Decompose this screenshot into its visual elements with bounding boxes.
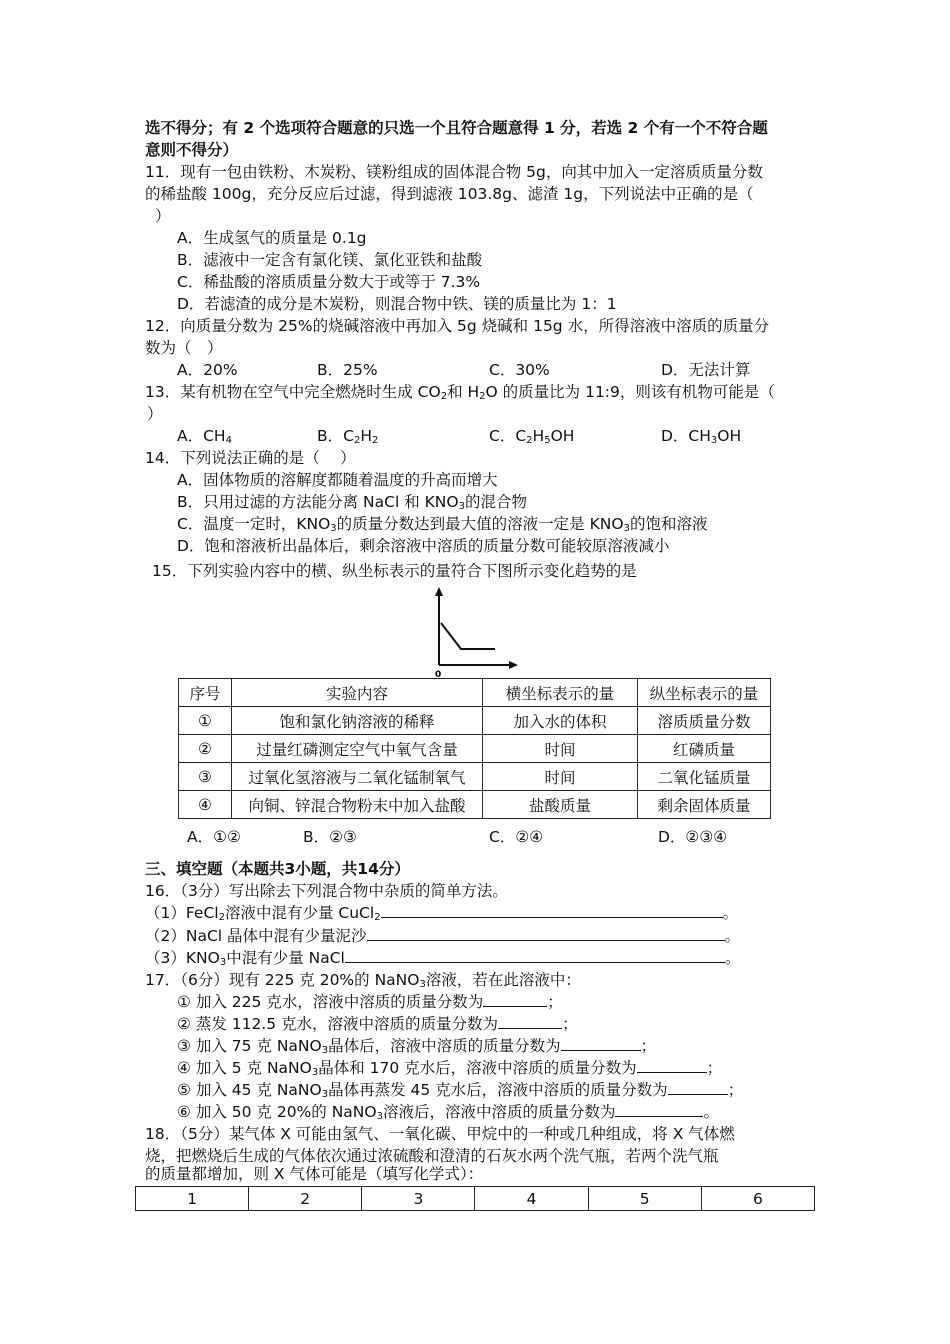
q11-option-d: D．若滤渣的成分是木炭粉，则混合物中铁、镁的质量比为 1：1 bbox=[177, 295, 617, 313]
q18-stem-line-1: 18．（5分）某气体 X 可能由氢气、一氧化碳、甲烷中的一种或几种组成，将 X 气体燃 bbox=[145, 1125, 735, 1143]
table-row bbox=[179, 763, 771, 791]
table-cell: 4 bbox=[475, 1187, 588, 1211]
answer-blank[interactable] bbox=[345, 948, 725, 963]
table-row bbox=[179, 707, 771, 735]
q14-option-c: C．温度一定时，$KNO_3$的质量分数达到最大值的溶液一定是 $KNO_3$的饱和溶液 bbox=[177, 515, 708, 534]
q12-stem-line-1: 12．向质量分数为 25%的烧碱溶液中再加入 5g 烧碱和 15g 水，所得溶液中溶质的质量分 bbox=[145, 317, 770, 335]
q11-stem-line-1: 11．现有一包由铁粉、木炭粉、镁粉组成的固体混合物 5g，向其中加入一定溶质质量分数 bbox=[145, 163, 763, 181]
table-row bbox=[136, 1187, 815, 1211]
q13-stem-line-1: 13．某有机物在空气中完全燃烧时生成 $CO_2$和 $H_2O$ 的质量比为 11:9，则该有机物可能是（ bbox=[145, 383, 775, 402]
answer-blank[interactable] bbox=[668, 1080, 728, 1095]
table-cell: 盐酸质量 bbox=[483, 791, 638, 819]
q12-stem-line-2: 数为（ ） bbox=[145, 339, 223, 357]
answer-blank[interactable] bbox=[367, 926, 725, 941]
table-cell: 时间 bbox=[483, 763, 638, 791]
table-cell: 5 bbox=[588, 1187, 701, 1211]
table-cell: 剩余固体质量 bbox=[638, 791, 771, 819]
table-cell: 红磷质量 bbox=[638, 735, 771, 763]
q18-stem-line-2: 烧，把燃烧后生成的气体依次通过浓硫酸和澄清的石灰水两个洗气瓶，若两个洗气瓶 bbox=[145, 1147, 719, 1165]
q15-option-c: C．②④ bbox=[489, 828, 544, 846]
instructions-line-1: 选不得分；有 2 个选项符合题意的只选一个且符合题意得 1 分，若选 2 个有一个不符合题 bbox=[145, 119, 768, 137]
table-row bbox=[179, 735, 771, 763]
table-cell: 溶质质量分数 bbox=[638, 707, 771, 735]
q16-part-1: （1）FeCl$_2$溶液中混有少量 CuCl$_2$ 。 bbox=[145, 904, 739, 923]
q17-item-3: ③ 加入 75 克 NaNO$_3$晶体后，溶液中溶质的质量分数为 ； bbox=[177, 1037, 657, 1056]
table-header-row bbox=[179, 679, 771, 707]
q17-item-5: ⑤ 加入 45 克 NaNO$_3$晶体再蒸发 45 克水后，溶液中溶质的质量分数为 ； bbox=[177, 1081, 744, 1100]
answer-blank[interactable] bbox=[498, 1014, 562, 1029]
q16-part-2: （2）NaCl 晶体中混有少量泥沙 。 bbox=[145, 927, 741, 945]
q11-option-a: A．生成氢气的质量是 0.1g bbox=[177, 229, 367, 247]
q12-option-a: A．20% bbox=[177, 361, 238, 379]
q14-stem: 14．下列说法正确的是（ ） bbox=[145, 449, 356, 467]
q13-option-a: A．$CH_4$ bbox=[177, 427, 232, 446]
answer-blank[interactable] bbox=[637, 1058, 707, 1073]
q15-stem: 15．下列实验内容中的横、纵坐标表示的量符合下图所示变化趋势的是 bbox=[152, 562, 637, 580]
table-cell: 6 bbox=[701, 1187, 814, 1211]
table-cell: 过量红磷测定空气中氧气含量 bbox=[232, 735, 483, 763]
q13-stem-line-2: ） bbox=[147, 405, 163, 423]
answer-blank[interactable] bbox=[483, 992, 547, 1007]
q14-option-b: B．只用过滤的方法能分离 NaCl 和 $KNO_3$的混合物 bbox=[177, 493, 527, 512]
q18-stem-line-3: 的质量都增加，则 X 气体可能是（填写化学式）： bbox=[145, 1165, 484, 1183]
q15-option-b: B．②③ bbox=[303, 828, 357, 846]
header-cell: 序号 bbox=[179, 679, 232, 707]
q17-item-1: ① 加入 225 克水，溶液中溶质的质量分数为 ； bbox=[177, 993, 563, 1011]
q15-option-a: A．①② bbox=[187, 828, 241, 846]
q17-stem: 17．（6分）现有 225 克 20%的 NaNO$_3$溶液，若在此溶液中： bbox=[145, 971, 581, 990]
q11-option-c: C．稀盐酸的溶质质量分数大于或等于 7.3% bbox=[177, 273, 481, 291]
instructions-line-2: 意则不得分） bbox=[145, 141, 239, 159]
section-title: 三、填空题（本题共3小题，共14分） bbox=[145, 860, 410, 878]
q11-stem-line-3: ） bbox=[155, 207, 171, 225]
answer-blank[interactable] bbox=[615, 1102, 703, 1117]
q13-option-d: D．$CH_3OH$ bbox=[661, 427, 742, 446]
q12-option-b: B．25% bbox=[317, 361, 378, 379]
table-cell: ④ bbox=[179, 791, 232, 819]
q11-stem-line-2: 的稀盐酸 100g，充分反应后过滤，得到滤液 103.8g、滤渣 1g，下列说法中正确的是（ bbox=[145, 185, 754, 203]
q15-option-d: D．②③④ bbox=[658, 828, 728, 846]
q16-stem: 16．（3分）写出除去下列混合物中杂质的简单方法。 bbox=[145, 882, 508, 900]
table-cell: 过氧化氢溶液与二氧化锰制氧气 bbox=[232, 763, 483, 791]
answer-blank[interactable] bbox=[381, 903, 723, 918]
q13-option-b: B．$C_2H_2$ bbox=[317, 427, 379, 446]
q14-option-d: D．饱和溶液析出晶体后，剩余溶液中溶质的质量分数可能较原溶液减小 bbox=[177, 537, 670, 555]
table-cell: 加入水的体积 bbox=[483, 707, 638, 735]
header-cell: 纵坐标表示的量 bbox=[638, 679, 771, 707]
q17-item-6: ⑥ 加入 50 克 20%的 NaNO$_3$溶液后，溶液中溶质的质量分数为 。 bbox=[177, 1103, 719, 1122]
q12-option-c: C．30% bbox=[489, 361, 550, 379]
q17-item-4: ④ 加入 5 克 NaNO$_3$晶体和 170 克水后，溶液中溶质的质量分数为 ； bbox=[177, 1059, 723, 1078]
table-cell: 3 bbox=[362, 1187, 475, 1211]
table-cell: ③ bbox=[179, 763, 232, 791]
table-cell: 2 bbox=[249, 1187, 362, 1211]
svg-text:0: 0 bbox=[435, 670, 442, 680]
header-cell: 横坐标表示的量 bbox=[483, 679, 638, 707]
q15-table bbox=[178, 678, 771, 819]
header-cell: 实验内容 bbox=[232, 679, 483, 707]
table-cell: 饱和氯化钠溶液的稀释 bbox=[232, 707, 483, 735]
q13-option-c: C．$C_2H_5OH$ bbox=[489, 427, 575, 446]
q18-answer-table bbox=[135, 1186, 815, 1211]
table-cell: 1 bbox=[136, 1187, 249, 1211]
q11-option-b: B．滤液中一定含有氯化镁、氯化亚铁和盐酸 bbox=[177, 251, 483, 269]
answer-blank[interactable] bbox=[561, 1036, 641, 1051]
q15-trend-graph bbox=[425, 585, 525, 680]
table-cell: 时间 bbox=[483, 735, 638, 763]
table-cell: ② bbox=[179, 735, 232, 763]
table-cell: ① bbox=[179, 707, 232, 735]
q14-option-a: A．固体物质的溶解度都随着温度的升高而增大 bbox=[177, 471, 498, 489]
q12-option-d: D．无法计算 bbox=[661, 361, 751, 379]
q16-part-3: $(3)KNO_3$中混有少量 NaCl 。 bbox=[145, 949, 741, 968]
table-cell: 二氧化锰质量 bbox=[638, 763, 771, 791]
table-cell: 向铜、锌混合物粉末中加入盐酸 bbox=[232, 791, 483, 819]
table-row bbox=[179, 791, 771, 819]
q17-item-2: ② 蒸发 112.5 克水，溶液中溶质的质量分数为 ； bbox=[177, 1015, 578, 1033]
